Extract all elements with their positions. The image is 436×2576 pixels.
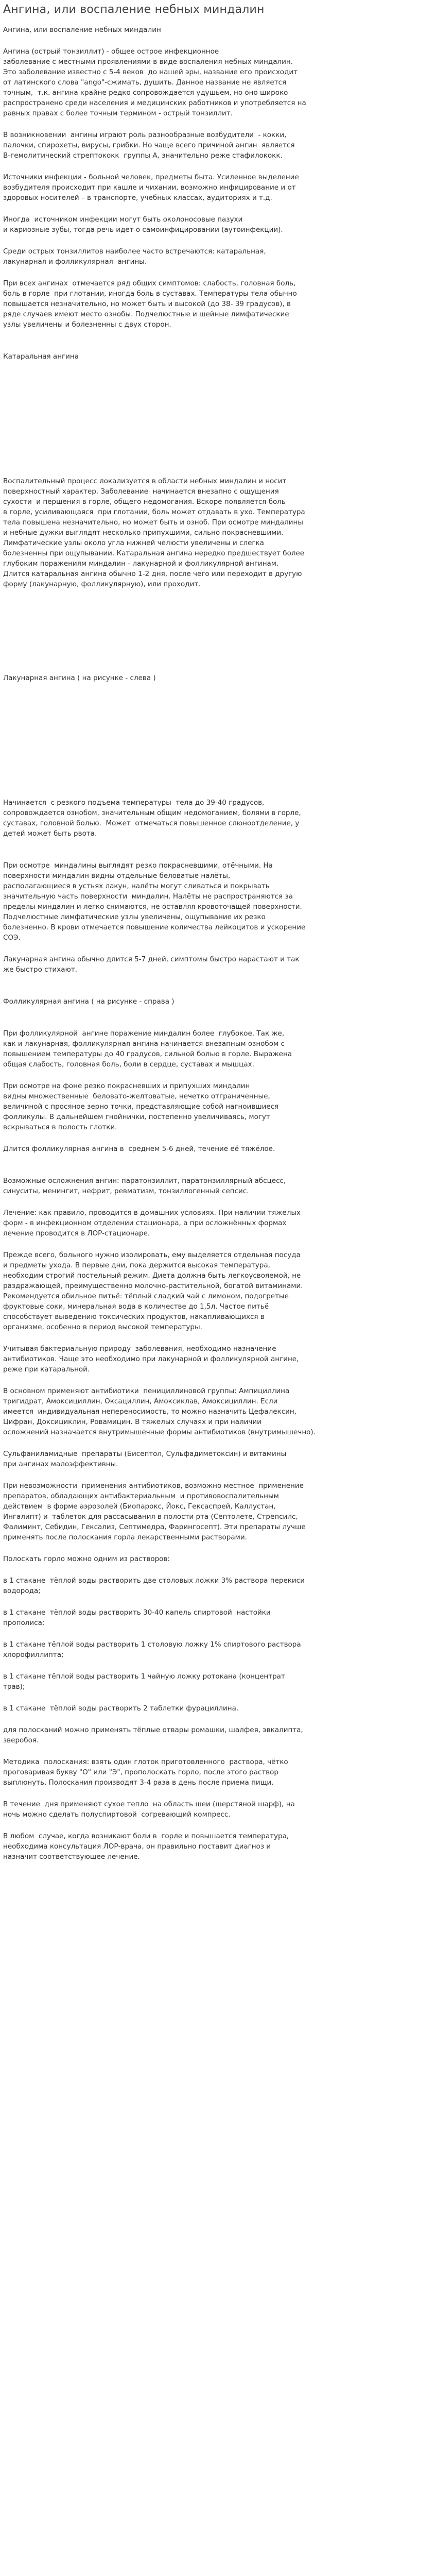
paragraph: Лакунарная ангина обычно длится 5-7 дней, симптомы быстро нарастают и так же быстро стихают. (3, 955, 300, 974)
paragraph: При осмотре миндалины выглядят резко покрасневшими, отёчными. На поверхности миндалин видны отдельные беловатые налёты, располагающиеся в устьях лакун, налёты могут сливаться и покрывать значительную часть поверхности миндалин. Налёты не распространяются за пределы миндалин и легко снимаются, не оставляя кровоточащей поверхности. Подчелюстные лимфатические узлы увеличены, ощупывание их резко болезненно. В крови отмечается повышение количества лейкоцитов и ускорение СОЭ. (3, 861, 306, 942)
article-subtitle: Ангина, или воспаление небных миндалин (3, 26, 161, 34)
paragraph: в 1 стакане тёплой воды растворить 1 чайную ложку ротокана (концентрат трав); (3, 1672, 285, 1691)
paragraph: Начинается с резкого подъема температуры тела до 39-40 градусов, сопровождается ознобом, значительным общим недомоганием, болями в горле, суставах, головной болью. Может отмечаться повышенное слюноотделение, у детей может быть рвота. (3, 799, 301, 838)
paragraph: Прежде всего, больного нужно изолировать, ему выделяется отдельная посуда и предметы ухода. В первые дни, пока держится высокая температура, необходим строгий постельный режим. Диета должна быть легкоусвояемой, не раздражающей, преимущественно молочно-растительной, богатой витаминами. Рекомендуется обильное питьё: тёплый сладкий чай с лимоном, подогретые фруктовые соки, минеральная вода в количестве до 1,5л. Частое питьё способствует выведению токсических продуктов, накапливающихся в организме, особенно в период высокой температуры. (3, 1251, 303, 1331)
paragraph: Лечение: как правило, проводится в домашних условиях. При наличии тяжелых форм - в инфекционном отделении стационара, а при осложнённых формах лечение проводится в ЛОР-стационаре. (3, 1209, 301, 1238)
paragraph: Ангина (острый тонзиллит) - общее острое инфекционное заболевание с местными проявлениями в виде воспаления небных миндалин. Это заболевание известно с 5-4 веков до нашей эры, название его происходит от латинского слова "ango"-сжимать, душить. Данное название не является точным, т.к. ангина крайне редко сопровождается удушьем, но оно широко распространено среди населения и медицинских работников и употребляется на равных правах с более точным термином - острый тонзиллит. (3, 47, 306, 117)
paragraph: Катаральная ангина (3, 352, 79, 361)
paragraph: Учитывая бактериальную природу заболевания, необходимо назначение антибиотиков. Чаще это необходимо при лакунарной и фолликулярной ангине, реже при катаральной. (3, 1345, 299, 1374)
paragraph: в 1 стакане тёплой воды растворить 1 столовую ложку 1% спиртового раствора хлорофиллипта; (3, 1640, 301, 1659)
paragraph: в 1 стакане тёплой воды растворить две столовых ложки 3% раствора перекиси водорода; (3, 1577, 305, 1595)
paragraph: В основном применяют антибиотики пенициллиновой группы: Ампициллина тригидрат, Амоксициллин, Оксациллин, Амоксиклав, Амоксициллин. Если имеется индивидуальная непереносимость, то можно назначить Цефалексин, Цифран, Доксициклин, Ровамицин. В тяжелых случаях и при наличии осложнений назначается внутримышечные формы антибиотиков (внутримышечно). (3, 1387, 316, 1436)
paragraph: При всех ангинах отмечается ряд общих симптомов: слабость, головная боль, боль в горле при глотании, иногда боль в суставах. Температуры тела обычно повышается незначительно, но может быть и высокой (до 38- 39 градусов), в ряде случаев имеют место ознобы. Подчелюстные и шейные лимфатические узлы увеличены и болезненны с двух сторон. (3, 279, 297, 329)
paragraph: Полоскать горло можно одним из растворов: (3, 1555, 170, 1563)
page-title: Ангина, или воспаление небных миндалин (3, 3, 265, 16)
paragraph: Возможные осложнения ангин: паратонзиллит, паратонзиллярный абсцесс, синуситы, менингит, нефрит, ревматизм, тонзиллогенный сепсис. (3, 1177, 286, 1195)
paragraph: Лакунарная ангина ( на рисунке - слева ) (3, 674, 156, 682)
paragraph: В возникновении ангины играют роль разнообразные возбудители - кокки, палочки, спирохеты, вирусы, грибки. Но чаще всего причиной ангин является В-гемолитический стрептококк группы А, значительно реже стафилококк. (3, 131, 295, 160)
article-body (3, 46, 431, 1862)
paragraph: Источники инфекции - больной человек, предметы быта. Усиленное выделение возбудителя происходит при кашле и чихании, возможно инфицирование и от здоровых носителей – в транспорте, учебных классах, аудиториях и т.д. (3, 173, 299, 202)
paragraph: Воспалительный процесс локализуется в области небных миндалин и носит поверхностный характер. Заболевание начинается внезапно с ощущения сухости и першения в горле, общего недомогания. Вскоре появляется боль в горле, усиливающаяся при глотании, боль может отдавать в ухо. Температура тела повышена незначительно, но может быть и озноб. При осмотре миндалины и небные дужки выглядят несколько припухшими, сильно покрасневшими. Лимфатические узлы около угла нижней челюсти увеличены и слегка болезненны при ощупывании. Катаральная ангина нередко предшествует более глубоким поражениям миндалин - лакунарной и фолликулярной ангинам. Длится катаральная ангина обычно 1-2 дня, после чего или переходит в другую форму (лакунарную, фолликулярную), или проходит. (3, 477, 305, 588)
paragraph: При невозможности применения антибиотиков, возможно местное применение препаратов, обладающих антибактериальным и противовоспалительным действием в форме аэрозолей (Биопарокс, Йокс, Гексаспрей, Каллустан, Ингалипт) и таблеток для рассасывания в полости рта (Септолете, Стрепсилс, Фалиминт, Себидин, Гексализ, Септимедра, Фарингосепт). Эти препараты лучше применять после полоскания горла лекарственными растворами. (3, 1482, 306, 1541)
paragraph: в 1 стакане тёплой воды растворить 30-40 капель спиртовой настойки прополиса; (3, 1608, 271, 1627)
paragraph: В течение дня применяют сухое тепло на область шеи (шерстяной шарф), на ночь можно сделать полуспиртовой согревающий компресс. (3, 1800, 295, 1819)
paragraph: в 1 стакане тёплой воды растворить 2 таблетки фурациллина. (3, 1704, 239, 1713)
paragraph: Фолликулярная ангина ( на рисунке - справа ) (3, 997, 175, 1006)
paragraph: Методика полоскания: взять один глоток приготовленного раствора, чётко проговаривая букву "О" или "Э", прополоскать горло, после этого раствор выплюнуть. Полоскания производят 3-4 раза в день после приема пищи. (3, 1758, 288, 1787)
paragraph: При фолликулярной ангине поражение миндалин более глубокое. Так же, как и лакунарная, фолликулярная ангина начинается внезапным ознобом с повышением температуры до 40 градусов, сильной болью в горле. Выражена общая слабость, головная боль, боли в сердце, суставах и мышцах. (3, 1029, 292, 1069)
paragraph: В любом случае, когда возникают боли в горле и повышается температура, необходима консультация ЛОР-врача, он правильно поставит диагноз и назначит соответствующее лечение. (3, 1832, 289, 1861)
paragraph: Длится фолликулярная ангина в среднем 5-6 дней, течение её тяжёлое. (3, 1145, 275, 1153)
paragraph: Сульфаниламидные препараты (Бисептол, Сульфадиметоксин) и витамины при ангинах малоэффективны. (3, 1450, 287, 1468)
paragraph: Иногда источником инфекции могут быть околоносовые пазухи и кариозные зубы, тогда речь идет о самоинфицировании (аутоинфекции). (3, 215, 283, 234)
paragraph: для полосканий можно применять тёплые отвары ромашки, шалфея, эвкалипта, зверобоя. (3, 1726, 303, 1744)
paragraph: При осмотре на фоне резко покрасневших и припухших миндалин видны множественные беловато-желтоватые, нечетко отграниченные, величиной с просяное зерно точки, представляющие собой нагноившиеся фолликулы. В дальнейшем гнойнички, постепенно увеличиваясь, могут вскрываться в полость глотки. (3, 1082, 279, 1131)
paragraph: Среди острых тонзиллитов наиболее часто встречаются: катаральная, лакунарная и фолликулярная ангины. (3, 247, 266, 266)
